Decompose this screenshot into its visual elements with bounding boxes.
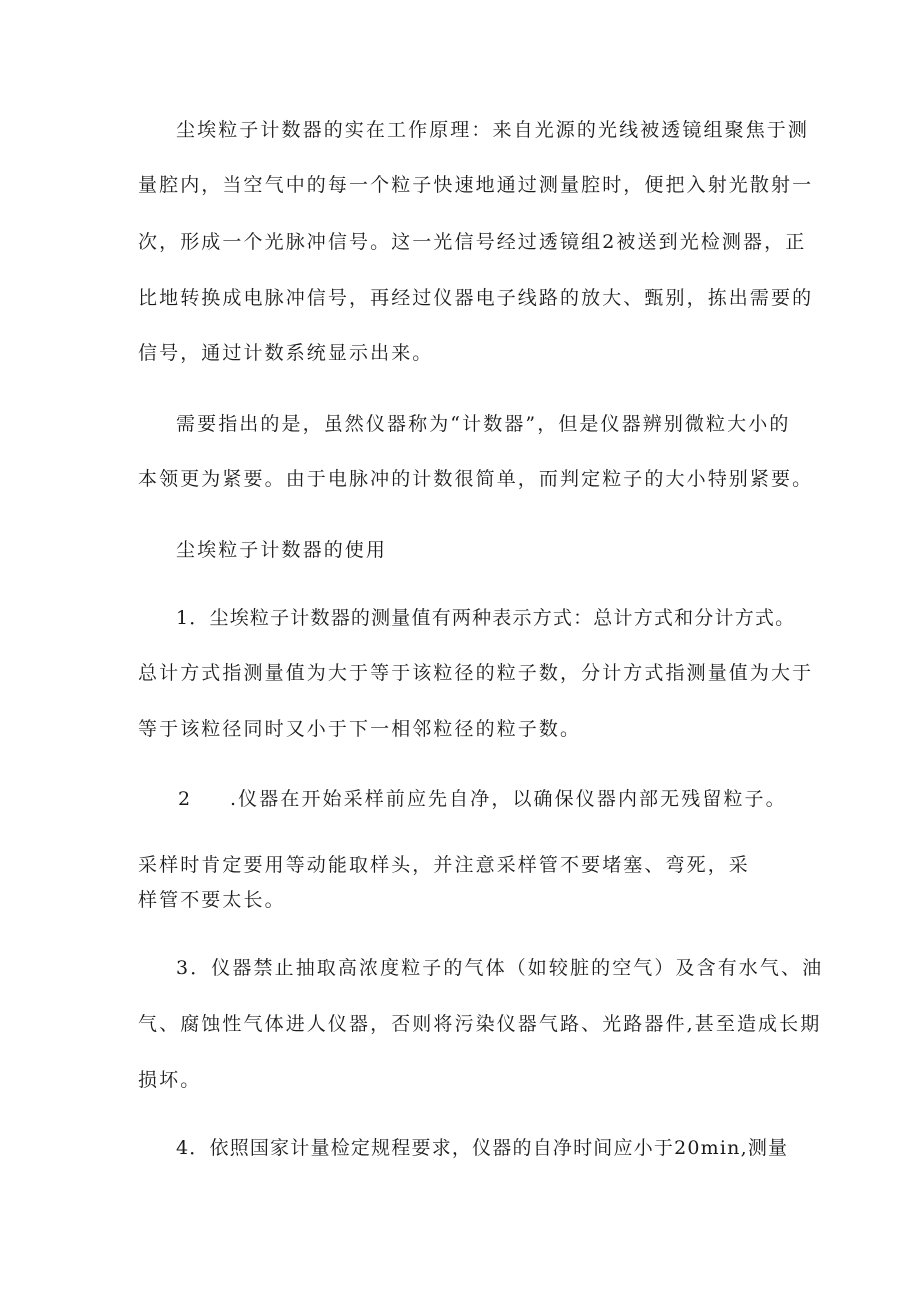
item-2-line-2: 采样时肯定要用等动能取样头，并注意采样管不要堵塞、弯死，采 xyxy=(138,854,750,876)
paragraph-1-line-2: 量腔内，当空气中的每一个粒子快速地通过测量腔时，便把入射光散射一 xyxy=(138,174,814,196)
item-3-line-2: 气、腐蚀性气体进人仪器，否则将污染仪器气路、光路器件,甚至造成长期 xyxy=(138,1013,822,1035)
item-1-line-3: 等于该粒径同时又小于下一相邻粒径的粒子数。 xyxy=(138,718,582,740)
item-2-line-1: .仪器在开始采样前应先自净，以确保仪器内部无残留粒子。 xyxy=(230,788,787,810)
item-1-line-1: 1．尘埃粒子计数器的测量值有两种表示方式：总计方式和分计方式。 xyxy=(176,607,796,629)
paragraph-1-line-4: 比地转换成电脉冲信号，再经过仪器电子线路的放大、甄别，拣出需要的 xyxy=(138,287,814,309)
paragraph-2-line-2: 本领更为紧要。由于电脉冲的计数很简单，而判定粒子的大小特别紧要。 xyxy=(138,468,814,490)
section-heading: 尘埃粒子计数器的使用 xyxy=(176,539,388,561)
item-1-line-2: 总计方式指测量值为大于等于该粒径的粒子数，分计方式指测量值为大于 xyxy=(138,662,814,684)
paragraph-1-line-3: 次，形成一个光脉冲信号。这一光信号经过透镜组2被送到光检测器，正 xyxy=(138,231,807,253)
item-2-line-3: 样管不要太长。 xyxy=(138,889,286,911)
paragraph-2-line-1: 需要指出的是，虽然仪器称为“计数器”，但是仪器辨别微粒大小的 xyxy=(176,413,791,435)
paragraph-1-line-5: 信号，通过计数系统显示出来。 xyxy=(138,342,434,364)
paragraph-1-line-1: 尘埃粒子计数器的实在工作原理：来自光源的光线被透镜组聚焦于测 xyxy=(176,119,810,141)
item-3-line-3: 损坏。 xyxy=(138,1069,202,1091)
item-2-number: 2 xyxy=(178,788,193,810)
item-3-line-1: 3．仪器禁止抽取高浓度粒子的气体（如较脏的空气）及含有水气、油 xyxy=(176,957,824,979)
item-4-line-1: 4．依照国家计量检定规程要求，仪器的自净时间应小于20min,测量 xyxy=(176,1137,789,1159)
